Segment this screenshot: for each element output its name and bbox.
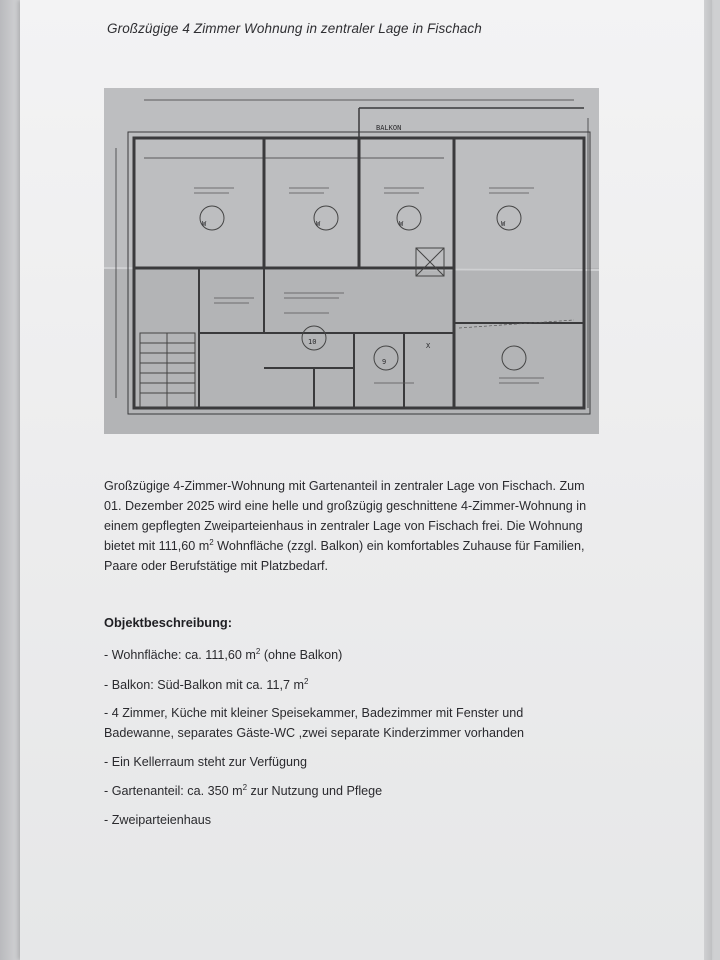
feature-text: - Balkon: Süd-Balkon mit ca. 11,7 m: [104, 678, 304, 692]
feature-keller: - Ein Kellerraum steht zur Verfügung: [104, 755, 308, 769]
superscript-2: 2: [255, 646, 261, 656]
intro-line: Großzügige 4-Zimmer-Wohnung mit Gartenanteil in zentraler Lage von Fischach. Zum: [104, 479, 585, 493]
feature-text: Badewanne, separates Gäste-WC ,zwei separate Kinderzimmer vorhanden: [104, 726, 524, 740]
floorplan-label-x: X: [426, 342, 431, 350]
feature-haus: - Zweiparteienhaus: [104, 813, 212, 827]
intro-paragraph: [104, 476, 634, 576]
feature-zimmer: [104, 703, 624, 743]
floorplan-label-w2: W: [316, 220, 321, 228]
floorplan-label-w1: W: [202, 220, 207, 228]
feature-balkon: [104, 675, 624, 695]
intro-line: 01. Dezember 2025 wird eine helle und großzügig geschnittene 4-Zimmer-Wohnung in: [104, 499, 587, 513]
feature-text: (ohne Balkon): [260, 648, 343, 662]
feature-text: zur Nutzung und Pflege: [247, 784, 383, 798]
intro-line: einem gepflegten Zweiparteienhaus in zentraler Lage von Fischach frei. Die Wohnung: [104, 519, 583, 533]
intro-line: [104, 536, 634, 556]
intro-line-text: Wohnfläche (zzgl. Balkon) ein komfortables Zuhause für Familien,: [213, 539, 585, 553]
feature-text: - Gartenanteil: ca. 350 m: [104, 784, 243, 798]
floorplan-image: [104, 88, 599, 434]
intro-line-text: bietet mit 111,60 m: [104, 539, 210, 553]
superscript-2: 2: [209, 537, 214, 547]
feature-text: - Wohnfläche: ca. 111,60 m: [104, 648, 256, 662]
feature-text: - 4 Zimmer, Küche mit kleiner Speisekammer, Badezimmer mit Fenster und: [104, 706, 524, 720]
paper-edge-shadow: [704, 0, 712, 960]
floorplan-label-room9: 9: [382, 358, 387, 366]
section-heading: Objektbeschreibung:: [104, 615, 232, 630]
floorplan-label-w4: W: [501, 220, 506, 228]
floorplan-label-w3: W: [399, 220, 404, 228]
floorplan-label-balkon: BALKON: [376, 124, 402, 132]
superscript-2: 2: [242, 782, 248, 792]
feature-wohnflaeche: [104, 645, 624, 665]
feature-garten: [104, 781, 624, 801]
superscript-2: 2: [303, 676, 309, 686]
floorplan-label-room10: 10: [308, 338, 317, 346]
desk-background: [0, 0, 22, 960]
document-title: Großzügige 4 Zimmer Wohnung in zentraler Lage in Fischach: [107, 21, 482, 36]
intro-line: Paare oder Berufstätige mit Platzbedarf.: [104, 559, 329, 573]
